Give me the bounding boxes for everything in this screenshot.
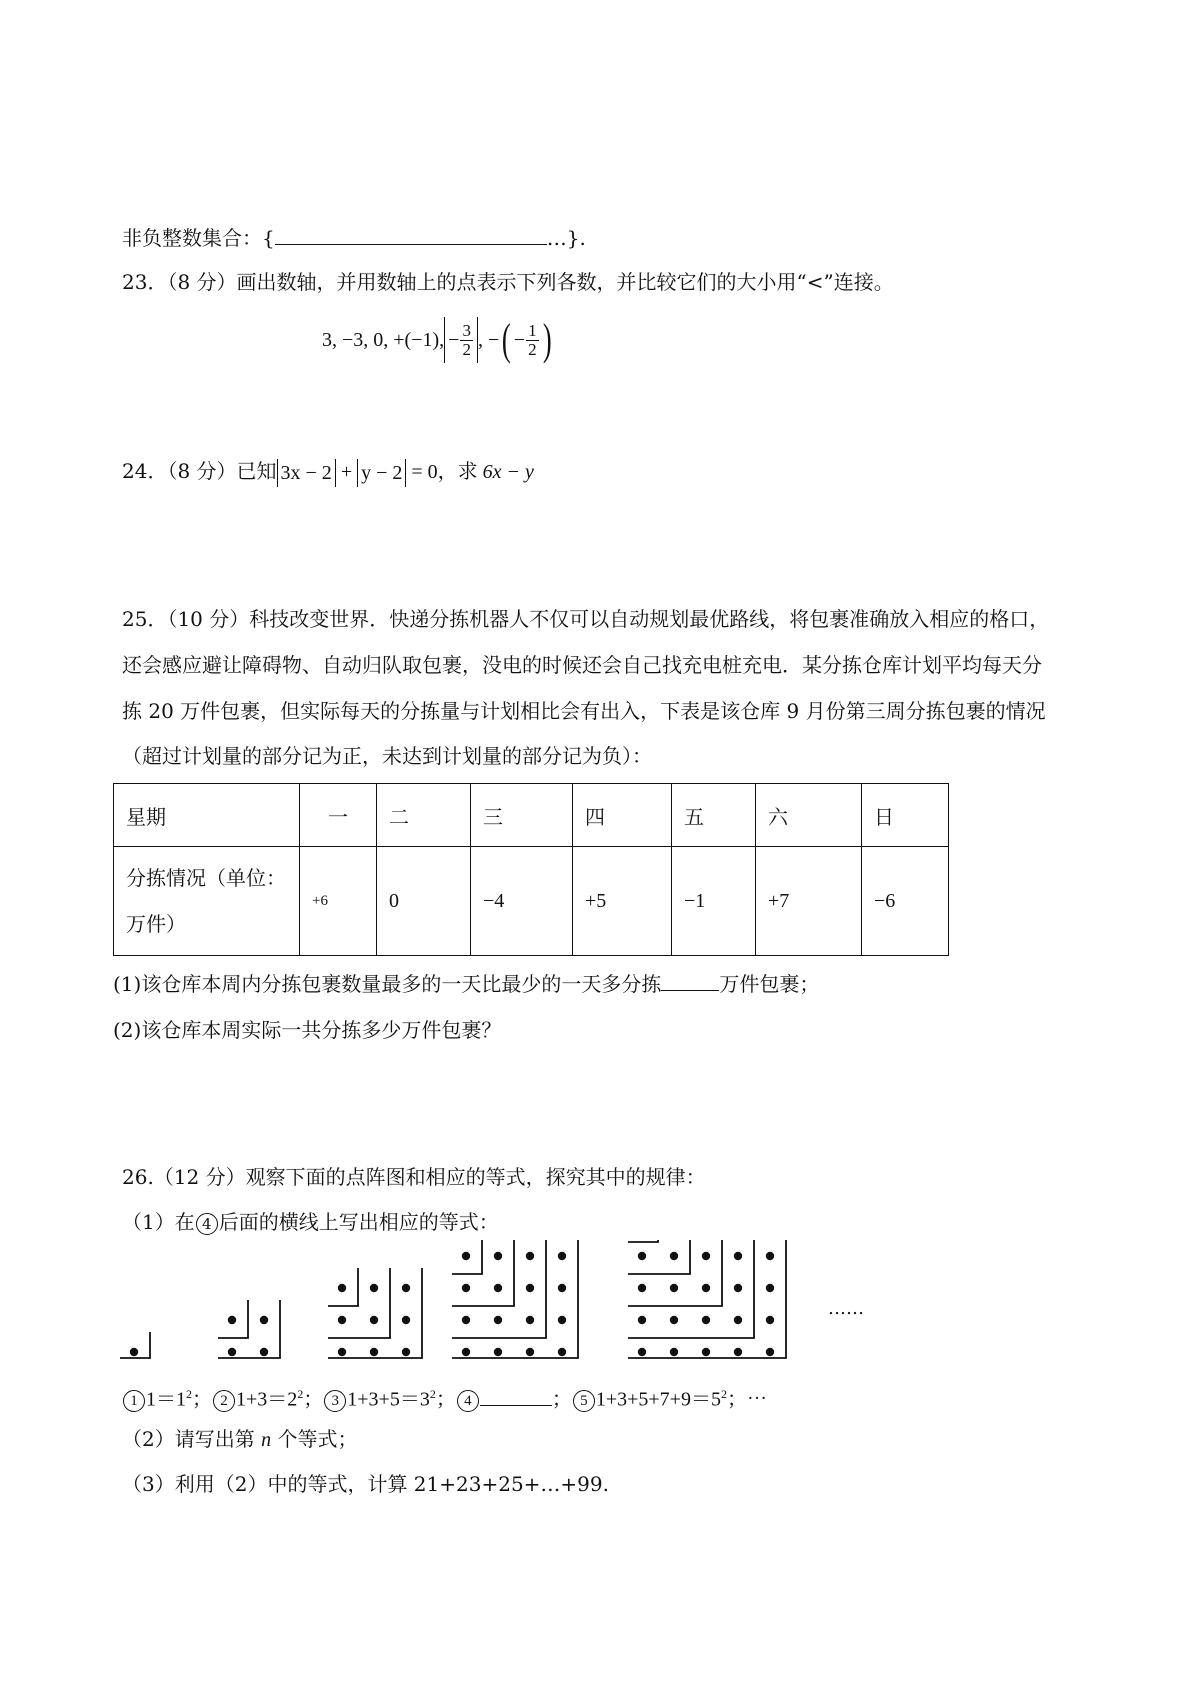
eq-5: 1+3+5+7+9＝5	[595, 1388, 721, 1411]
dot	[526, 1284, 534, 1292]
dot	[702, 1284, 710, 1292]
l-bracket	[328, 1268, 422, 1358]
q24-question	[122, 457, 534, 487]
q23-abs-frac	[444, 317, 478, 363]
dot	[734, 1284, 742, 1292]
dot	[558, 1252, 566, 1260]
q26-eq4-blank[interactable]	[480, 1387, 552, 1406]
circled-4: 4	[457, 1390, 479, 1412]
dot	[402, 1348, 410, 1356]
eq-2-square: 2	[297, 1387, 304, 1401]
dot	[494, 1252, 502, 1260]
table-day: 六	[756, 784, 862, 847]
dot	[638, 1252, 646, 1260]
q23-paren-sign: −	[513, 329, 526, 351]
q23-frac-den: 2	[462, 339, 471, 359]
dot	[462, 1316, 470, 1324]
q24-prefix: 24．（8 分）已知	[122, 459, 277, 483]
eq-5-square: 2	[720, 1387, 727, 1401]
l-bracket	[328, 1268, 390, 1338]
q26-sub2-b: 个等式；	[271, 1427, 358, 1451]
table-day: 五	[672, 784, 756, 847]
dot	[638, 1316, 646, 1324]
q23-frac-1-2	[526, 322, 539, 359]
q24-expr: 6x − y	[482, 461, 534, 483]
q23-question: 23．（8 分）画出数轴，并用数轴上的点表示下列各数，并比较它们的大小用“<”连接。	[122, 270, 894, 294]
q25-line-3: 拣 20 万件包裹，但实际每天的分拣量与计划相比会有出入，下表是该仓库 9 月份第三周分拣包裹的情况	[122, 699, 1046, 723]
dot	[766, 1252, 774, 1260]
dot	[702, 1252, 710, 1260]
eq-sep: ；	[192, 1388, 212, 1411]
q23-frac-num: 3	[462, 320, 471, 340]
q25-sub-1	[113, 970, 819, 998]
l-bracket	[628, 1240, 658, 1242]
q25-line-4: （超过计划量的部分记为正，未达到计划量的部分记为负）：	[122, 744, 652, 768]
q26-sub-2	[122, 1425, 357, 1454]
q23-comma: , −	[477, 329, 500, 351]
q26-sub2-n: n	[261, 1429, 272, 1451]
q26-sub1-b: 后面的横线上写出相应的等式：	[218, 1210, 499, 1234]
q25-sub-2: (2)该仓库本周实际一共分拣多少万件包裹？	[113, 1018, 502, 1042]
table-value: −1	[672, 847, 756, 956]
dot	[402, 1284, 410, 1292]
eq-tail: ；⋯	[726, 1388, 767, 1411]
table-day: 一	[300, 784, 377, 847]
dot-array-1	[120, 1332, 150, 1358]
dot	[494, 1348, 502, 1356]
table-row-label-1: 分拣情况（单位：	[126, 866, 286, 890]
dot-array-3	[328, 1268, 422, 1358]
table-day: 日	[862, 784, 949, 847]
dot	[228, 1348, 236, 1356]
table-row	[114, 847, 949, 956]
table-day: 四	[573, 784, 672, 847]
table-value: +5	[573, 847, 672, 956]
dot	[462, 1284, 470, 1292]
eq-sep: ；	[435, 1388, 456, 1411]
dot	[766, 1348, 774, 1356]
q24-abs-3x-2: 3x − 2	[277, 459, 336, 487]
eq-3-square: 2	[429, 1387, 436, 1401]
dot	[462, 1348, 470, 1356]
dot	[734, 1348, 742, 1356]
dot	[402, 1316, 410, 1324]
q23-paren-frac	[499, 315, 554, 365]
dot	[734, 1316, 742, 1324]
dot	[338, 1316, 346, 1324]
eq-2: 1+3＝2	[236, 1388, 298, 1411]
q26-sub-3: （3）利用（2）中的等式，计算 21+23+25+…+99.	[122, 1472, 609, 1496]
eq-1: 1＝1	[146, 1388, 186, 1411]
q23-abs-sign: −	[448, 329, 460, 351]
q26-circled-4: 4	[196, 1213, 218, 1235]
q26-dot-arrays	[0, 1240, 1200, 1390]
dot	[702, 1316, 710, 1324]
dot	[670, 1284, 678, 1292]
dot	[766, 1316, 774, 1324]
q22-open-brace: {	[262, 226, 275, 250]
dot	[260, 1316, 268, 1324]
dot	[670, 1348, 678, 1356]
q23-left-paren: (	[502, 315, 511, 364]
q26-sub1-a: （1）在	[122, 1210, 195, 1234]
q23-frac2-num: 1	[528, 320, 537, 340]
q23-frac-3-2	[460, 322, 473, 359]
dot	[526, 1252, 534, 1260]
dot	[370, 1316, 378, 1324]
dot	[228, 1316, 236, 1324]
dot-array-5	[628, 1240, 786, 1358]
q23-numbers	[322, 312, 554, 368]
dot-array-2	[218, 1300, 280, 1358]
circled-2: 2	[213, 1390, 235, 1412]
eq-sep: ；	[303, 1388, 324, 1411]
dot	[338, 1284, 346, 1292]
dot	[130, 1348, 138, 1356]
dot	[526, 1316, 534, 1324]
eq-3: 1+3+5＝3	[347, 1388, 430, 1411]
q22-close-brace: …}.	[546, 226, 586, 250]
q25-sub1-blank[interactable]	[661, 972, 719, 991]
dot	[670, 1252, 678, 1260]
q25-line-2: 还会感应避让障碍物、自动归队取包裹，没电的时候还会自己找充电桩充电．某分拣仓库计划平均每天分	[122, 653, 1042, 677]
dot	[260, 1348, 268, 1356]
dot-array-4	[452, 1240, 578, 1358]
circled-1: 1	[123, 1390, 145, 1412]
dot	[638, 1284, 646, 1292]
q26-ellipsis: ……	[828, 1298, 864, 1319]
table-row-label-2: 万件）	[126, 912, 186, 936]
dot	[766, 1284, 774, 1292]
q24-abs-y-2: y − 2	[357, 459, 406, 487]
q26-equations	[122, 1380, 767, 1414]
table-value: +7	[756, 847, 862, 956]
dot	[370, 1284, 378, 1292]
dot	[638, 1348, 646, 1356]
q25-line-1: 25．（10 分）科技改变世界．快递分拣机器人不仅可以自动规划最优路线，将包裹准确放入相应的格口，	[122, 607, 1050, 631]
q22-nonneg-integer-set	[122, 224, 586, 252]
dot	[702, 1348, 710, 1356]
table-value: −6	[862, 847, 949, 956]
table-day: 二	[377, 784, 471, 847]
table-header-label: 星期	[114, 784, 300, 847]
q26-sub2-a: （2）请写出第	[122, 1427, 262, 1451]
q23-numbers-prefix: 3, −3, 0, +(−1),	[322, 329, 445, 351]
q23-right-paren: )	[542, 315, 552, 364]
l-bracket	[628, 1240, 722, 1306]
q24-eq: = 0，求	[406, 461, 483, 483]
q25-sub1-unit: 万件包裹；	[719, 972, 820, 996]
q24-plus: +	[335, 461, 358, 483]
dot	[734, 1252, 742, 1260]
l-bracket	[218, 1300, 280, 1358]
dot	[494, 1284, 502, 1292]
dot	[558, 1316, 566, 1324]
l-bracket	[628, 1240, 690, 1274]
dot	[558, 1348, 566, 1356]
q25-sub1-text: (1)该仓库本周内分拣包裹数量最多的一天比最少的一天多分拣	[113, 972, 662, 996]
dot	[494, 1316, 502, 1324]
dot	[526, 1348, 534, 1356]
q22-answer-blank[interactable]	[275, 226, 547, 245]
q25-sorting-table	[113, 783, 949, 956]
dot	[558, 1284, 566, 1292]
table-value: 0	[377, 847, 471, 956]
dot	[462, 1252, 470, 1260]
dot	[670, 1316, 678, 1324]
l-bracket	[452, 1240, 514, 1306]
q26-sub-1	[122, 1208, 499, 1236]
dot	[338, 1348, 346, 1356]
eq-sep: ；	[551, 1388, 572, 1411]
circled-3: 3	[324, 1390, 346, 1412]
q22-label: 非负整数集合：	[122, 226, 262, 250]
table-row-label	[114, 847, 300, 956]
table-value: −4	[471, 847, 573, 956]
eq-1-square: 2	[186, 1387, 192, 1401]
dot	[370, 1348, 378, 1356]
q26-line-1: 26.（12 分）观察下面的点阵图和相应的等式，探究其中的规律：	[122, 1165, 706, 1189]
circled-5: 5	[573, 1390, 595, 1412]
table-value: +6	[300, 847, 377, 956]
table-row	[114, 784, 949, 847]
q23-frac2-den: 2	[528, 339, 537, 359]
table-day: 三	[471, 784, 573, 847]
